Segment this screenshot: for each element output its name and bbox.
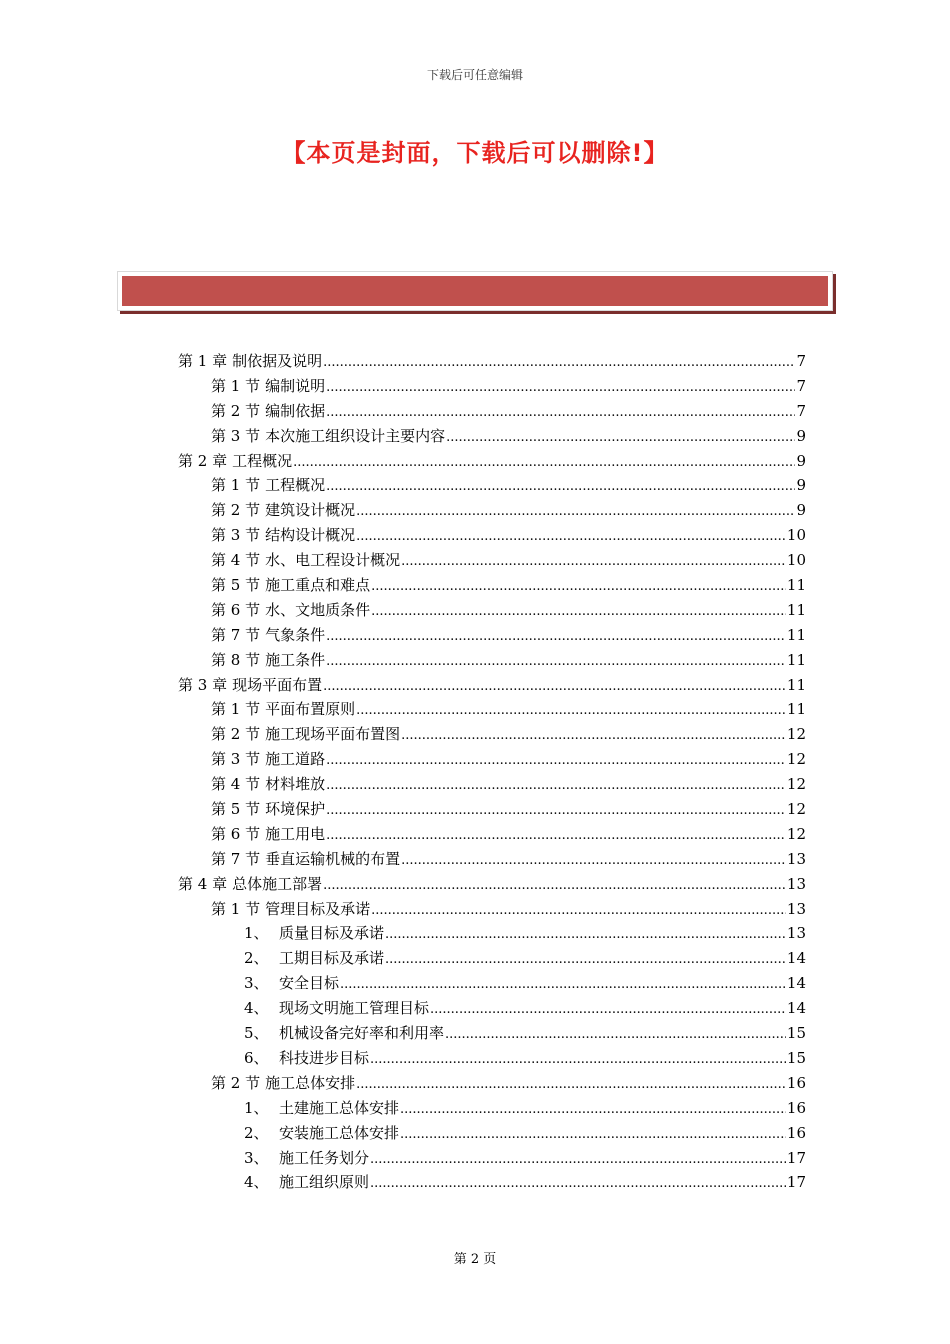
toc-entry-page: 9 <box>796 426 806 445</box>
toc-entry[interactable] <box>178 573 806 598</box>
toc-entry[interactable] <box>178 673 806 698</box>
toc-entry-number: 第 4 节 <box>211 551 261 570</box>
toc-entry-title: 安装施工总体安排 <box>279 1123 400 1142</box>
toc-dot-leader <box>401 548 786 575</box>
toc-dot-leader <box>326 399 795 426</box>
toc-entry-page: 9 <box>796 451 806 470</box>
toc-entry-page: 14 <box>786 999 806 1018</box>
toc-dot-leader <box>371 573 786 600</box>
title-banner <box>117 271 833 311</box>
toc-dot-leader <box>326 797 786 824</box>
toc-entry[interactable] <box>178 1170 806 1195</box>
toc-dot-leader <box>356 498 795 525</box>
toc-entry-page: 16 <box>786 1123 806 1142</box>
toc-dot-leader <box>370 1046 786 1073</box>
toc-entry-number: 第 7 节 <box>211 849 261 868</box>
toc-entry-number: 第 2 节 <box>211 501 261 520</box>
toc-entry-page: 13 <box>786 849 806 868</box>
toc-entry[interactable] <box>178 399 806 424</box>
toc-entry-number: 第 1 节 <box>211 376 261 395</box>
toc-entry-title: 编制说明 <box>265 376 326 395</box>
toc-entry-page: 12 <box>786 750 806 769</box>
toc-entry-title: 施工任务划分 <box>279 1148 370 1167</box>
toc-entry-page: 14 <box>786 974 806 993</box>
toc-dot-leader <box>400 1121 786 1148</box>
toc-entry-number: 第 3 节 <box>211 426 261 445</box>
toc-entry[interactable] <box>178 1121 806 1146</box>
toc-entry[interactable] <box>178 1046 806 1071</box>
toc-entry[interactable] <box>178 847 806 872</box>
toc-dot-leader <box>326 623 786 650</box>
toc-entry[interactable] <box>178 971 806 996</box>
toc-entry-title: 水、文地质条件 <box>265 600 371 619</box>
toc-entry[interactable] <box>178 1071 806 1096</box>
toc-entry[interactable] <box>178 374 806 399</box>
toc-dot-leader <box>356 697 786 724</box>
toc-entry-page: 15 <box>786 1024 806 1043</box>
toc-entry-number: 第 2 节 <box>211 401 261 420</box>
toc-dot-leader <box>401 722 786 749</box>
toc-entry-number: 第 3 节 <box>211 526 261 545</box>
toc-dot-leader <box>356 523 786 550</box>
toc-dot-leader <box>323 673 786 700</box>
toc-entry-number: 第 2 章 <box>178 451 228 470</box>
toc-entry-title: 环境保护 <box>265 800 326 819</box>
toc-entry-page: 13 <box>786 899 806 918</box>
toc-entry-page: 12 <box>786 800 806 819</box>
toc-entry[interactable] <box>178 996 806 1021</box>
toc-entry-page: 7 <box>796 376 806 395</box>
toc-entry-title: 工期目标及承诺 <box>279 949 385 968</box>
toc-entry-page: 9 <box>796 476 806 495</box>
toc-entry-number: 2、 <box>244 949 269 968</box>
toc-entry[interactable] <box>178 1021 806 1046</box>
toc-entry-number: 第 2 节 <box>211 725 261 744</box>
toc-entry-page: 11 <box>786 650 806 669</box>
toc-entry[interactable] <box>178 872 806 897</box>
toc-entry-number: 4、 <box>244 1173 269 1192</box>
toc-dot-leader <box>326 374 795 401</box>
toc-entry-page: 12 <box>786 775 806 794</box>
toc-entry-number: 第 5 节 <box>211 800 261 819</box>
toc-entry-number: 第 3 章 <box>178 675 228 694</box>
toc-entry-number: 3、 <box>244 974 269 993</box>
toc-entry-page: 11 <box>786 576 806 595</box>
toc-dot-leader <box>430 996 786 1023</box>
toc-entry-number: 第 3 节 <box>211 750 261 769</box>
toc-entry-title: 水、电工程设计概况 <box>265 551 401 570</box>
toc-entry[interactable] <box>178 822 806 847</box>
toc-entry[interactable] <box>178 473 806 498</box>
toc-entry[interactable] <box>178 897 806 922</box>
toc-entry-title: 土建施工总体安排 <box>279 1098 400 1117</box>
toc-entry[interactable] <box>178 697 806 722</box>
toc-entry-title: 施工用电 <box>265 824 326 843</box>
toc-entry-title: 工程概况 <box>232 451 293 470</box>
toc-entry-number: 第 4 章 <box>178 874 228 893</box>
toc-entry-title: 结构设计概况 <box>265 526 356 545</box>
toc-entry-page: 13 <box>786 924 806 943</box>
toc-entry-page: 16 <box>786 1098 806 1117</box>
toc-dot-leader <box>445 1021 786 1048</box>
toc-dot-leader <box>400 1096 786 1123</box>
toc-entry[interactable] <box>178 424 806 449</box>
toc-entry-page: 7 <box>796 401 806 420</box>
toc-entry[interactable] <box>178 498 806 523</box>
toc-entry-title: 现场文明施工管理目标 <box>279 999 430 1018</box>
table-of-contents <box>178 349 806 1195</box>
toc-dot-leader <box>293 449 795 476</box>
toc-entry-number: 第 8 节 <box>211 650 261 669</box>
toc-dot-leader <box>371 598 786 625</box>
toc-entry-title: 安全目标 <box>279 974 340 993</box>
toc-entry-number: 第 1 章 <box>178 352 228 370</box>
toc-dot-leader <box>326 473 795 500</box>
toc-entry[interactable] <box>178 449 806 474</box>
toc-entry-page: 7 <box>796 352 806 370</box>
toc-dot-leader <box>326 772 786 799</box>
toc-entry-number: 第 5 节 <box>211 576 261 595</box>
toc-entry-number: 1、 <box>244 1098 269 1117</box>
title-banner-fill <box>122 276 828 306</box>
toc-entry-number: 第 1 节 <box>211 700 261 719</box>
toc-dot-leader <box>340 971 786 998</box>
toc-dot-leader <box>326 822 786 849</box>
toc-entry-number: 3、 <box>244 1148 269 1167</box>
toc-entry[interactable] <box>178 921 806 946</box>
toc-entry-number: 第 1 节 <box>211 899 261 918</box>
toc-entry-number: 第 6 节 <box>211 600 261 619</box>
toc-entry-page: 14 <box>786 949 806 968</box>
toc-entry-number: 6、 <box>244 1048 269 1067</box>
toc-dot-leader <box>401 847 786 874</box>
toc-entry-title: 平面布置原则 <box>265 700 356 719</box>
toc-entry-title: 材料堆放 <box>265 775 326 794</box>
toc-dot-leader <box>446 424 795 451</box>
toc-entry-title: 施工现场平面布置图 <box>265 725 401 744</box>
toc-entry[interactable] <box>178 1096 806 1121</box>
toc-entry-title: 机械设备完好率和利用率 <box>279 1024 445 1043</box>
toc-entry-page: 17 <box>786 1148 806 1167</box>
toc-dot-leader <box>371 897 786 924</box>
toc-dot-leader <box>356 1071 786 1098</box>
toc-entry-number: 第 2 节 <box>211 1073 261 1092</box>
toc-entry-number: 1、 <box>244 924 269 943</box>
toc-entry-number: 第 1 节 <box>211 476 261 495</box>
toc-entry-page: 11 <box>786 675 806 694</box>
toc-entry-number: 第 6 节 <box>211 824 261 843</box>
toc-entry-title: 施工重点和难点 <box>265 576 371 595</box>
toc-entry-number: 第 4 节 <box>211 775 261 794</box>
toc-entry-number: 2、 <box>244 1123 269 1142</box>
toc-entry-title: 现场平面布置 <box>232 675 323 694</box>
toc-dot-leader <box>323 872 786 899</box>
toc-entry-title: 工程概况 <box>265 476 326 495</box>
toc-dot-leader <box>326 648 786 675</box>
toc-dot-leader <box>385 921 786 948</box>
toc-entry-page: 12 <box>786 824 806 843</box>
toc-entry-title: 建筑设计概况 <box>265 501 356 520</box>
toc-entry-page: 12 <box>786 725 806 744</box>
toc-entry-title: 管理目标及承诺 <box>265 899 371 918</box>
header-note: 下载后可任意编辑 <box>426 68 523 82</box>
toc-entry-page: 10 <box>786 551 806 570</box>
toc-dot-leader <box>385 946 786 973</box>
toc-entry-title: 总体施工部署 <box>232 874 323 893</box>
toc-entry-title: 施工道路 <box>265 750 326 769</box>
toc-entry[interactable] <box>178 747 806 772</box>
toc-entry[interactable] <box>178 598 806 623</box>
toc-entry-page: 16 <box>786 1073 806 1092</box>
toc-entry[interactable] <box>178 648 806 673</box>
toc-entry-title: 气象条件 <box>265 625 326 644</box>
toc-entry-page: 11 <box>786 600 806 619</box>
toc-dot-leader <box>323 349 795 376</box>
toc-entry-page: 17 <box>786 1173 806 1192</box>
toc-entry-title: 施工条件 <box>265 650 326 669</box>
toc-dot-leader <box>370 1146 786 1173</box>
toc-entry-title: 制依据及说明 <box>232 352 323 370</box>
toc-entry[interactable] <box>178 946 806 971</box>
toc-entry-page: 10 <box>786 526 806 545</box>
toc-entry-title: 施工总体安排 <box>265 1073 356 1092</box>
toc-entry-page: 13 <box>786 874 806 893</box>
toc-entry-page: 15 <box>786 1048 806 1067</box>
toc-entry-page: 11 <box>786 700 806 719</box>
toc-entry-page: 9 <box>796 501 806 520</box>
toc-dot-leader <box>370 1170 786 1197</box>
toc-entry-page: 11 <box>786 625 806 644</box>
toc-entry[interactable] <box>178 523 806 548</box>
toc-dot-leader <box>326 747 786 774</box>
toc-entry[interactable] <box>178 349 806 374</box>
toc-entry-title: 编制依据 <box>265 401 326 420</box>
toc-entry[interactable] <box>178 548 806 573</box>
toc-entry-title: 质量目标及承诺 <box>279 924 385 943</box>
toc-entry-number: 第 7 节 <box>211 625 261 644</box>
toc-entry[interactable] <box>178 772 806 797</box>
toc-entry-title: 垂直运输机械的布置 <box>265 849 401 868</box>
toc-entry-number: 4、 <box>244 999 269 1018</box>
toc-entry[interactable] <box>178 797 806 822</box>
toc-entry-number: 5、 <box>244 1024 269 1043</box>
toc-entry-title: 施工组织原则 <box>279 1173 370 1192</box>
toc-entry[interactable] <box>178 722 806 747</box>
toc-entry[interactable] <box>178 623 806 648</box>
toc-entry-title: 本次施工组织设计主要内容 <box>265 426 446 445</box>
cover-notice: 【本页是封面，下载后可以删除!】 <box>281 139 669 167</box>
toc-entry-title: 科技进步目标 <box>279 1048 370 1067</box>
toc-entry[interactable] <box>178 1146 806 1171</box>
page-number: 第 2 页 <box>453 1252 497 1267</box>
